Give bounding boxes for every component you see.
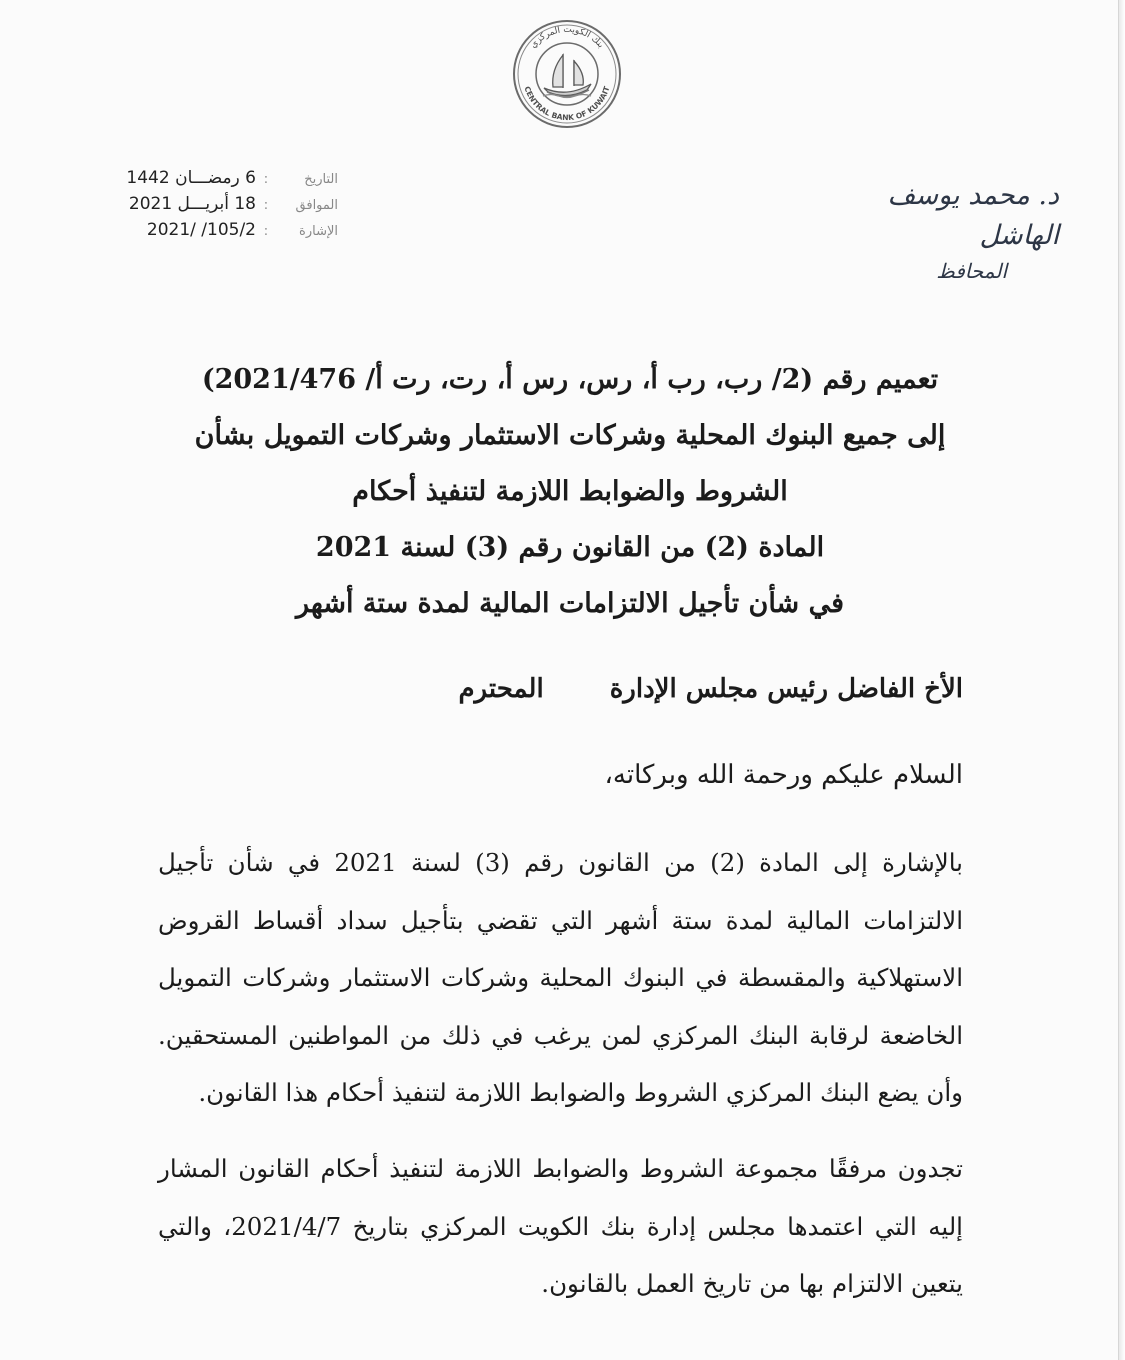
reference-number: 2021/ /105/2 [146,220,256,240]
dhow-ship-icon [511,18,623,130]
addressee-title: الأخ الفاضل رئيس مجلس الإدارة [609,674,963,704]
central-bank-seal [511,18,623,130]
seal-english-text: CENTRAL BANK OF KUWAIT [522,85,612,123]
page-edge-line [1118,0,1119,1360]
reference-row [98,220,338,246]
addressee [163,674,963,704]
gregorian-date: 18 أبريـــل 2021 [128,194,256,214]
title-line-1: تعميم رقم (2/ رب، رب أ، رس، رس أ، رت، رت أ/ 2021/476) [201,364,939,395]
reference-label: الإشارة [299,224,338,239]
body-paragraph-1: بالإشارة إلى المادة (2) من القانون رقم (3) لسنة 2021 في شأن تأجيل الالتزامات المالية لمدة ستة أشهر التي تقضي بتأجيل سداد أقساط القروض الاستهلاكية والمقسطة في البنوك المحلية وشركات الاستثمار وشركات التمويل الخاضعة لرقابة البنك المركزي لمن يرغب في ذلك من المواطنين المستحقين. وأن يضع البنك المركزي الشروط والضوابط اللازمة لتنفيذ أحكام هذا القانون. [158,848,964,1107]
circular-title [150,352,990,632]
date-colon: : [263,172,269,187]
hijri-date: 6 رمضـــان 1442 [126,168,256,188]
title-line-2: إلى جميع البنوك المحلية وشركات الاستثمار وشركات التمويل بشأن [194,420,946,451]
page-edge-shadow [1119,0,1125,1360]
signature-name: د. محمد يوسف الهاشل [887,180,1059,251]
seal-arabic-text: بنك الكويت المركزي [528,24,606,51]
date-row [98,168,338,194]
signature-title: المحافظ [936,259,1007,283]
title-line-3: الشروط والضوابط اللازمة لتنفيذ أحكام [352,476,788,507]
corresponding-label: الموافق [295,198,338,213]
corresponding-date-row [98,194,338,220]
corresponding-colon: : [263,198,269,213]
body-paragraph-2: تجدون مرفقًا مجموعة الشروط والضوابط اللازمة لتنفيذ أحكام القانون المشار إليه التي اعتمدها مجلس إدارة بنك الكويت المركزي بتاريخ 2021/4/7، والتي يتعين الالتزام بها من تاريخ العمل بالقانون. [158,1154,963,1298]
governor-signature [829,176,1059,283]
greeting: السلام عليكم ورحمة الله وبركاته، [604,760,963,790]
title-line-5: في شأن تأجيل الالتزامات المالية لمدة ستة أشهر [296,588,844,619]
title-line-4: المادة (2) من القانون رقم (3) لسنة 2021 [315,532,825,563]
addressee-honorific: المحترم [458,674,544,704]
document-meta [98,168,338,246]
date-label: التاريخ [304,172,338,187]
reference-colon: : [263,224,269,239]
